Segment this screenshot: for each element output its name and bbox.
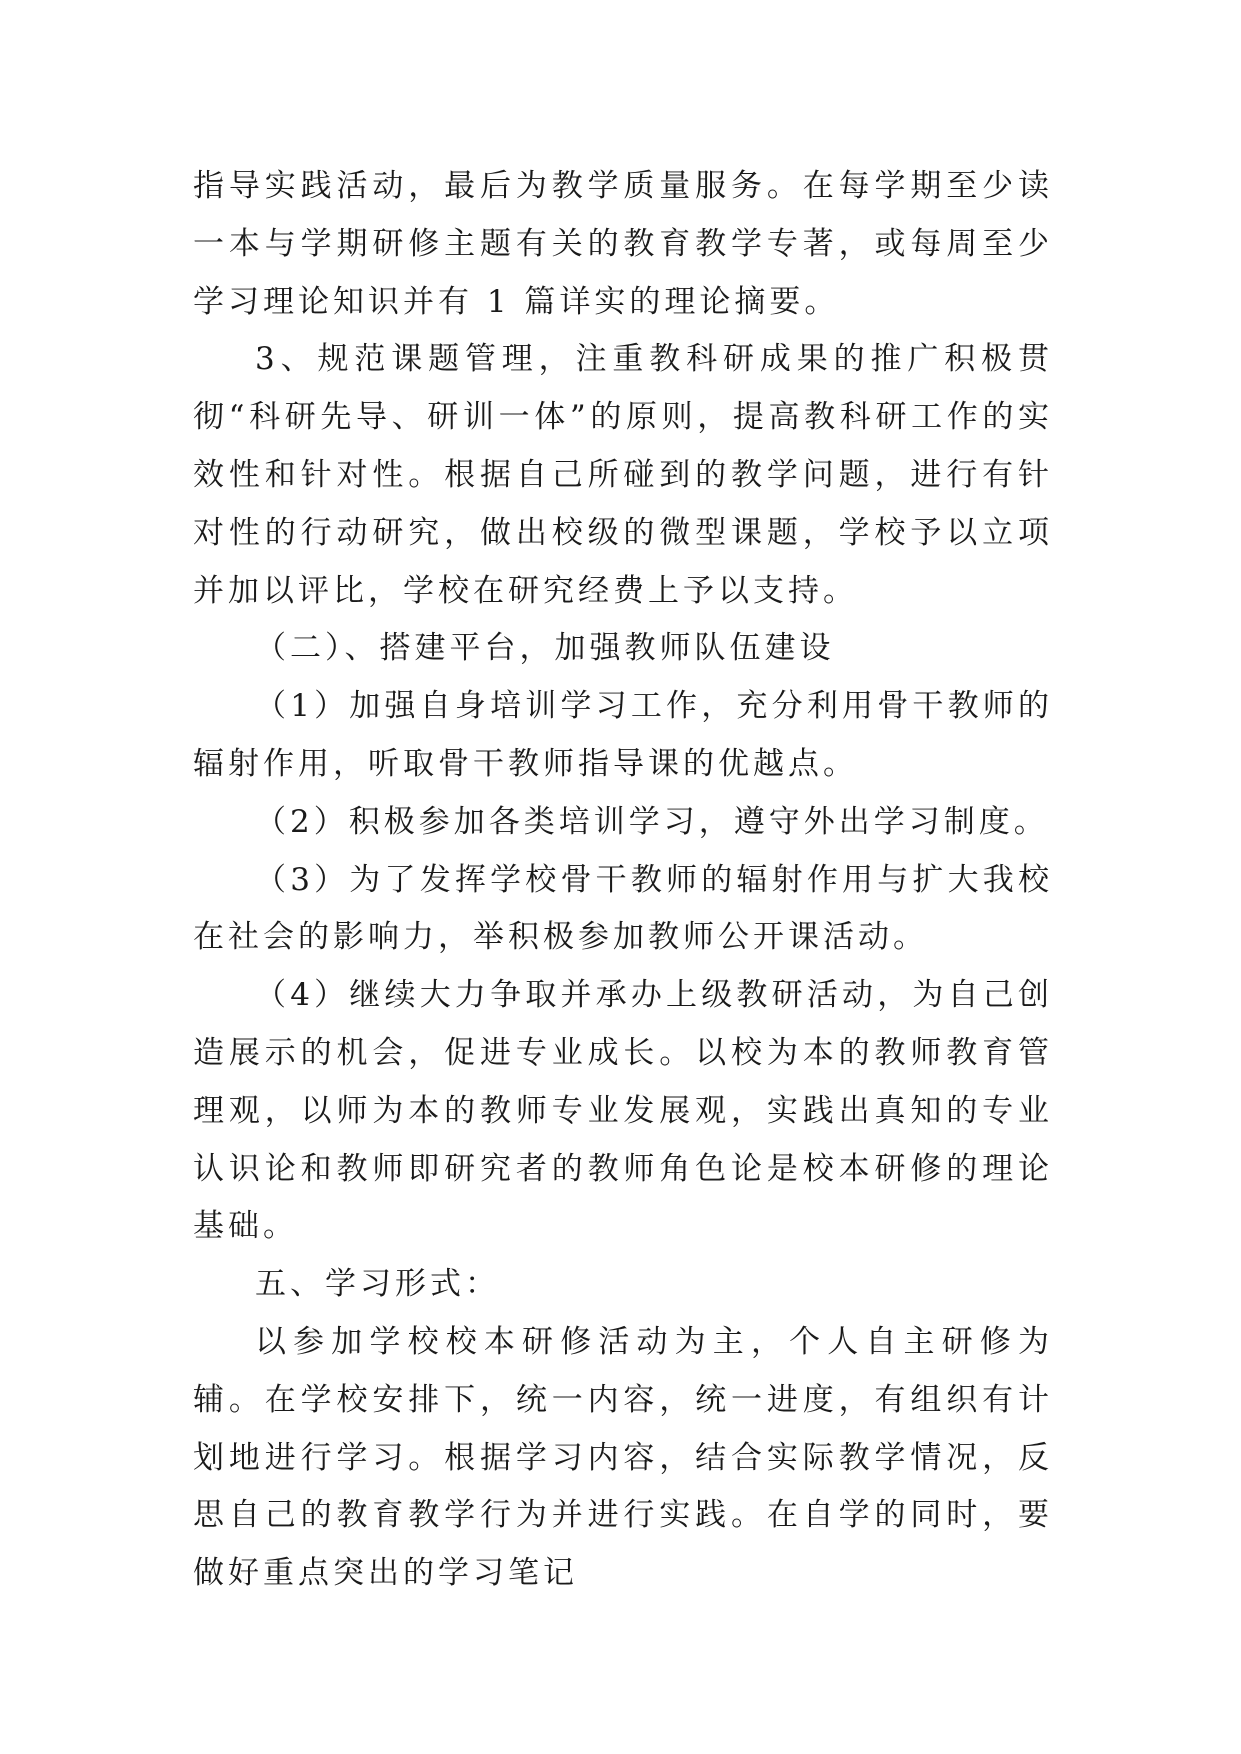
paragraph-item-1: （1）加强自身培训学习工作，充分利用骨干教师的辐射作用，听取骨干教师指导课的优越点。 <box>193 688 1053 782</box>
paragraph-research-management: 3、规范课题管理，注重教科研成果的推广积极贯彻“科研先导、研训一体”的原则，提高教科研工作的实效性和针对性。根据自己所碰到的教学问题，进行有针对性的行动研究，做出校级的微型课题，学校予以立项并加以评比，学校在研究经费上予以支持。 <box>193 341 1053 609</box>
paragraph-item-3: （3）为了发挥学校骨干教师的辐射作用与扩大我校在社会的影响力，举积极参加教师公开课活动。 <box>193 861 1053 956</box>
document-body <box>193 158 1053 1603</box>
paragraph-continuation: 指导实践活动，最后为教学质量服务。在每学期至少读一本与学期研修主题有关的教育教学专著，或每周至少学习理论知识并有 1 篇详实的理论摘要。 <box>193 168 1053 320</box>
paragraph-item-2: （2）积极参加各类培训学习，遵守外出学习制度。 <box>255 803 1049 840</box>
section-heading-learning-form: 五、学习形式： <box>255 1266 500 1303</box>
section-heading-platform: （二）、搭建平台，加强教师队伍建设 <box>255 630 835 667</box>
paragraph-item-4: （4）继续大力争取并承办上级教研活动，为自己创造展示的机会，促进专业成长。以校为本的教师教育管理观，以师为本的教师专业发展观，实践出真知的专业认识论和教师即研究者的教师角色论是校本研修的理论基础。 <box>193 977 1053 1245</box>
paragraph-learning-form: 以参加学校校本研修活动为主，个人自主研修为辅。在学校安排下，统一内容，统一进度，有组织有计划地进行学习。根据学习内容，结合实际教学情况，反思自己的教育教学行为并进行实践。在自学的同时，要做好重点突出的学习笔记 <box>193 1323 1053 1592</box>
